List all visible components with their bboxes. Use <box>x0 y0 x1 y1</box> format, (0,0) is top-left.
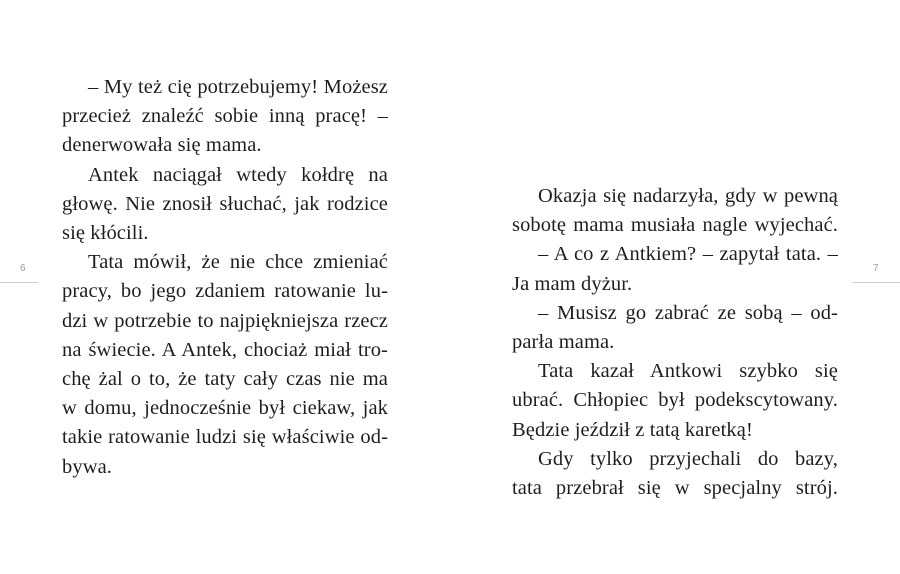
text-line: – My też cię potrzebujemy! Możesz <box>88 76 388 98</box>
text-line: – A co z Antkiem? – zapytał tata. – <box>538 243 838 266</box>
text-line: parła mama. <box>512 331 615 354</box>
right-page <box>450 0 900 574</box>
text-line: ubrać. Chłopiec był podekscytowany. <box>512 389 838 412</box>
text-line: się kłócili. <box>62 222 149 245</box>
left-page-number: 6 <box>20 263 26 274</box>
text-line: w domu, jednocześnie był ciekaw, jak <box>62 397 388 420</box>
text-line: Gdy tylko przyjechali do bazy, <box>538 447 838 470</box>
text-line: tata przebrał się w specjalny strój. <box>512 477 838 500</box>
text-line: Okazja się nadarzyła, gdy w pewną <box>538 185 838 207</box>
text-line: Antek naciągał wtedy kołdrę na <box>88 163 388 186</box>
text-line: chę żal o to, że taty cały czas nie ma <box>62 368 388 391</box>
right-page-text <box>512 182 838 503</box>
text-line: pracy, bo jego zdaniem ratowanie lu- <box>62 280 388 303</box>
left-margin-rule <box>0 282 38 283</box>
right-page-number: 7 <box>873 263 879 274</box>
text-line: przecież znaleźć sobie inną pracę! – <box>62 105 388 128</box>
text-line: na świecie. A Antek, chociaż miał tro- <box>62 338 388 361</box>
text-line: głowę. Nie znosił słuchać, jak rodzice <box>62 192 388 215</box>
right-margin-rule <box>852 282 900 283</box>
left-page-text <box>62 73 388 482</box>
text-line: bywa. <box>62 455 113 478</box>
text-line: Będzie jeździł z tatą karetką! <box>512 418 753 441</box>
text-line: – Musisz go zabrać ze sobą – od- <box>538 301 838 324</box>
text-line: Tata kazał Antkowi szybko się <box>538 360 838 383</box>
text-line: Tata mówił, że nie chce zmieniać <box>88 251 388 274</box>
text-line: sobotę mama musiała nagle wyjechać. <box>512 214 838 237</box>
text-line: denerwowała się mama. <box>62 134 262 157</box>
text-line: dzi w potrzebie to najpiękniejsza rzecz <box>62 309 388 332</box>
text-line: takie ratowanie ludzi się właściwie od- <box>62 426 388 449</box>
text-line: Ja mam dyżur. <box>512 272 633 295</box>
